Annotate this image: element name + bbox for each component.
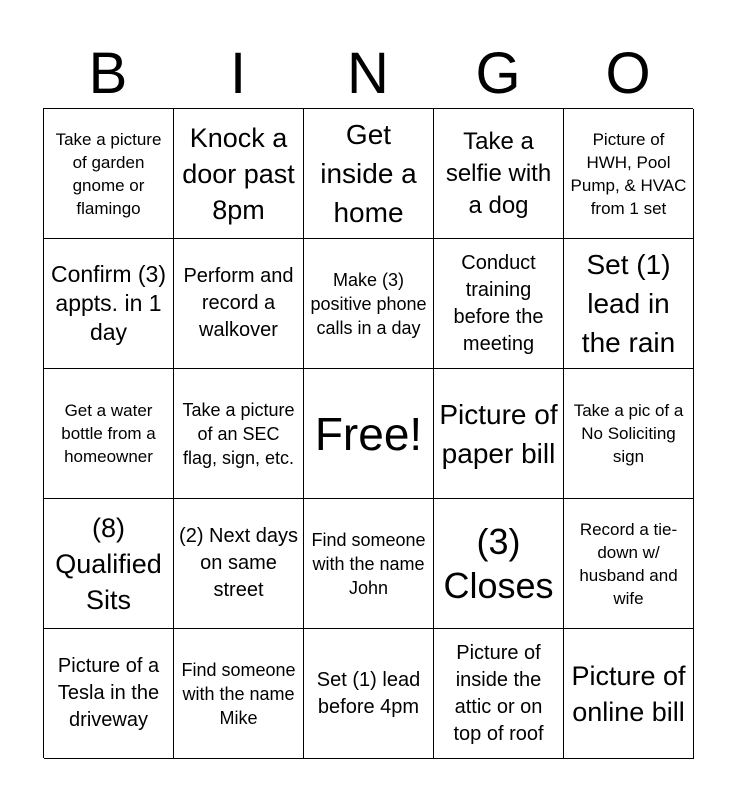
header-letter-g: G	[475, 41, 521, 106]
cell-text: Picture of paper bill	[439, 398, 558, 469]
cell-text: Make (3) positive phone calls in a day	[310, 269, 427, 338]
cell-text: Take a picture of garden gnome or flamingo	[55, 129, 162, 218]
bingo-cell[interactable]	[434, 369, 564, 499]
bingo-cell[interactable]	[304, 109, 434, 239]
bingo-cell[interactable]	[44, 239, 174, 369]
bingo-cell[interactable]	[434, 499, 564, 629]
cell-text: Set (1) lead before 4pm	[316, 668, 421, 718]
cell-text: Picture of a Tesla in the driveway	[57, 655, 160, 731]
bingo-cell[interactable]	[304, 629, 434, 759]
cell-text: Conduct training before the meeting	[453, 251, 544, 355]
header-letter-b: B	[88, 41, 128, 106]
bingo-cell[interactable]	[304, 499, 434, 629]
bingo-cell[interactable]	[434, 629, 564, 759]
bingo-cell[interactable]	[564, 239, 694, 369]
free-space-text: Free!	[314, 407, 423, 460]
cell-text: Picture of HWH, Pool Pump, & HVAC from 1 set	[570, 129, 687, 218]
cell-text: (2) Next days on same street	[179, 525, 298, 601]
cell-text: Knock a door past 8pm	[182, 122, 295, 225]
bingo-cell[interactable]	[44, 369, 174, 499]
cell-text: Get inside a home	[320, 119, 417, 228]
cell-text: Perform and record a walkover	[183, 265, 294, 341]
cell-text: Set (1) lead in the rain	[581, 249, 676, 358]
cell-text: Take a picture of an SEC flag, sign, etc.	[182, 399, 295, 468]
bingo-cell[interactable]	[434, 109, 564, 239]
cell-text: Picture of online bill	[571, 660, 686, 727]
header-letter-o: O	[605, 41, 651, 106]
bingo-board	[43, 108, 693, 758]
cell-text: (8) Qualified Sits	[55, 512, 162, 615]
bingo-cell[interactable]	[44, 629, 174, 759]
bingo-cell[interactable]	[174, 629, 304, 759]
bingo-cell[interactable]	[564, 109, 694, 239]
bingo-cell[interactable]	[44, 109, 174, 239]
cell-text: (3) Closes	[443, 520, 554, 606]
cell-text: Take a pic of a No Soliciting sign	[573, 401, 684, 466]
cell-text: Take a selfie with a dog	[445, 127, 552, 219]
bingo-header	[43, 40, 693, 108]
header-letter-i: I	[229, 41, 247, 106]
bingo-cell[interactable]	[174, 369, 304, 499]
cell-text: Confirm (3) appts. in 1 day	[50, 261, 166, 345]
bingo-cell[interactable]	[174, 109, 304, 239]
cell-text: Picture of inside the attic or on top of roof	[453, 641, 544, 745]
bingo-cell[interactable]	[434, 239, 564, 369]
bingo-cell-free[interactable]	[304, 369, 434, 499]
bingo-cell[interactable]	[44, 499, 174, 629]
cell-text: Record a tie-down w/ husband and wife	[579, 519, 678, 608]
cell-text: Find someone with the name John	[311, 529, 426, 598]
bingo-cell[interactable]	[174, 499, 304, 629]
cell-text: Find someone with the name Mike	[181, 659, 296, 728]
header-letter-n: N	[347, 41, 389, 106]
bingo-cell[interactable]	[304, 239, 434, 369]
cell-text: Get a water bottle from a homeowner	[61, 401, 156, 466]
bingo-cell[interactable]	[564, 499, 694, 629]
bingo-cell[interactable]	[564, 369, 694, 499]
bingo-cell[interactable]	[174, 239, 304, 369]
bingo-cell[interactable]	[564, 629, 694, 759]
